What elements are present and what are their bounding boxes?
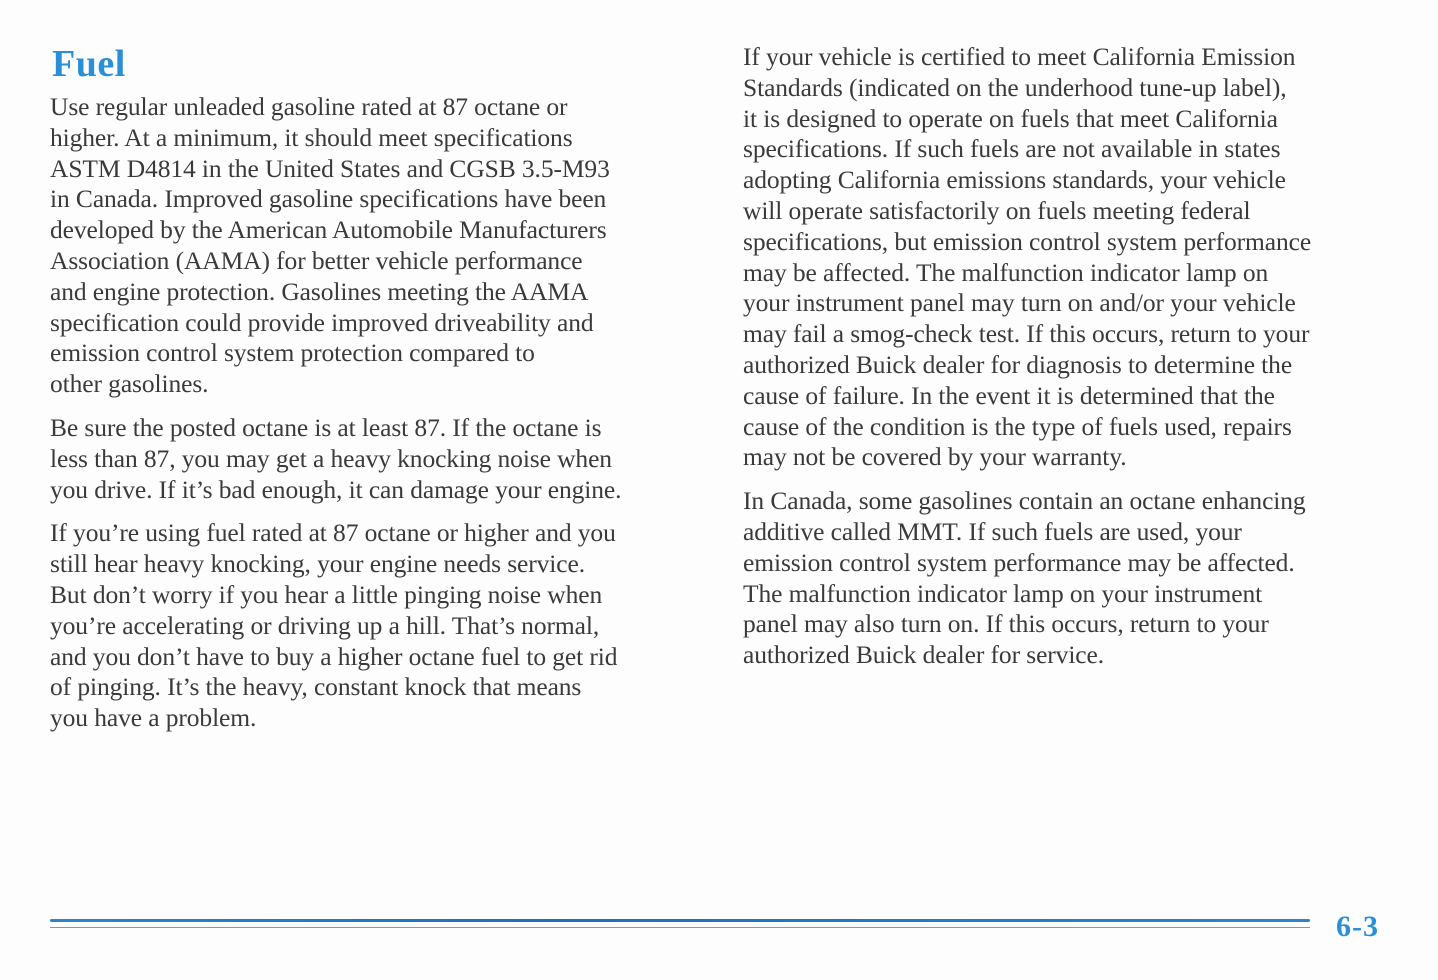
footer-rule-thin-line <box>50 927 1310 928</box>
page-number: 6-3 <box>1336 910 1379 943</box>
footer-rule-thick-line <box>50 919 1310 922</box>
paragraph-fuel-grade: Use regular unleaded gasoline rated at 87 octane or higher. At a minimum, it should meet specifications ASTM D4814 in the United States and CGSB 3.5-M93 in Canada. Improved gasoline specifications have been developed by the American Automobile Manufacturers Association (AAMA) for better vehicle performance and engine protection. Gasolines meeting the AAMA specification could provide improved driveability and emission control system protection compared to other gasolines. <box>50 92 610 399</box>
paragraph-knocking: If you’re using fuel rated at 87 octane or higher and you still hear heavy knocking, your engine needs service. But don’t worry if you hear a little pinging noise when you’re accelerating or driving up a hill. That’s normal, and you don’t have to buy a higher octane fuel to get rid of pinging. It’s the heavy, constant knock that means you have a problem. <box>50 518 618 733</box>
paragraph-canada-mmt: In Canada, some gasolines contain an octane enhancing additive called MMT. If such fuels are used, your emission control system performance may be affected. The malfunction indicator lamp on your instrument panel may also turn on. If this occurs, return to your authorized Buick dealer for service. <box>743 486 1306 670</box>
paragraph-octane-check: Be sure the posted octane is at least 87. If the octane is less than 87, you may get a heavy knocking noise when you drive. If it’s bad enough, it can damage your engine. <box>50 412 622 504</box>
section-title: Fuel <box>52 43 126 85</box>
left-column <box>50 42 700 747</box>
paragraph-california-emission: If your vehicle is certified to meet California Emission Standards (indicated on the underhood tune-up label), it is designed to operate on fuels that meet California specifications. If such fuels are not available in states adopting California emissions standards, your vehicle will operate satisfactorily on fuels meeting federal specifications, but emission control system performance may be affected. The malfunction indicator lamp on your instrument panel may turn on and/or your vehicle may fail a smog-check test. If this occurs, return to your authorized Buick dealer for diagnosis to determine the cause of failure. In the event it is determined that the cause of the condition is the type of fuels used, repairs may not be covered by your warranty. <box>743 42 1312 472</box>
right-column <box>743 42 1393 684</box>
footer-rule <box>50 915 1310 933</box>
